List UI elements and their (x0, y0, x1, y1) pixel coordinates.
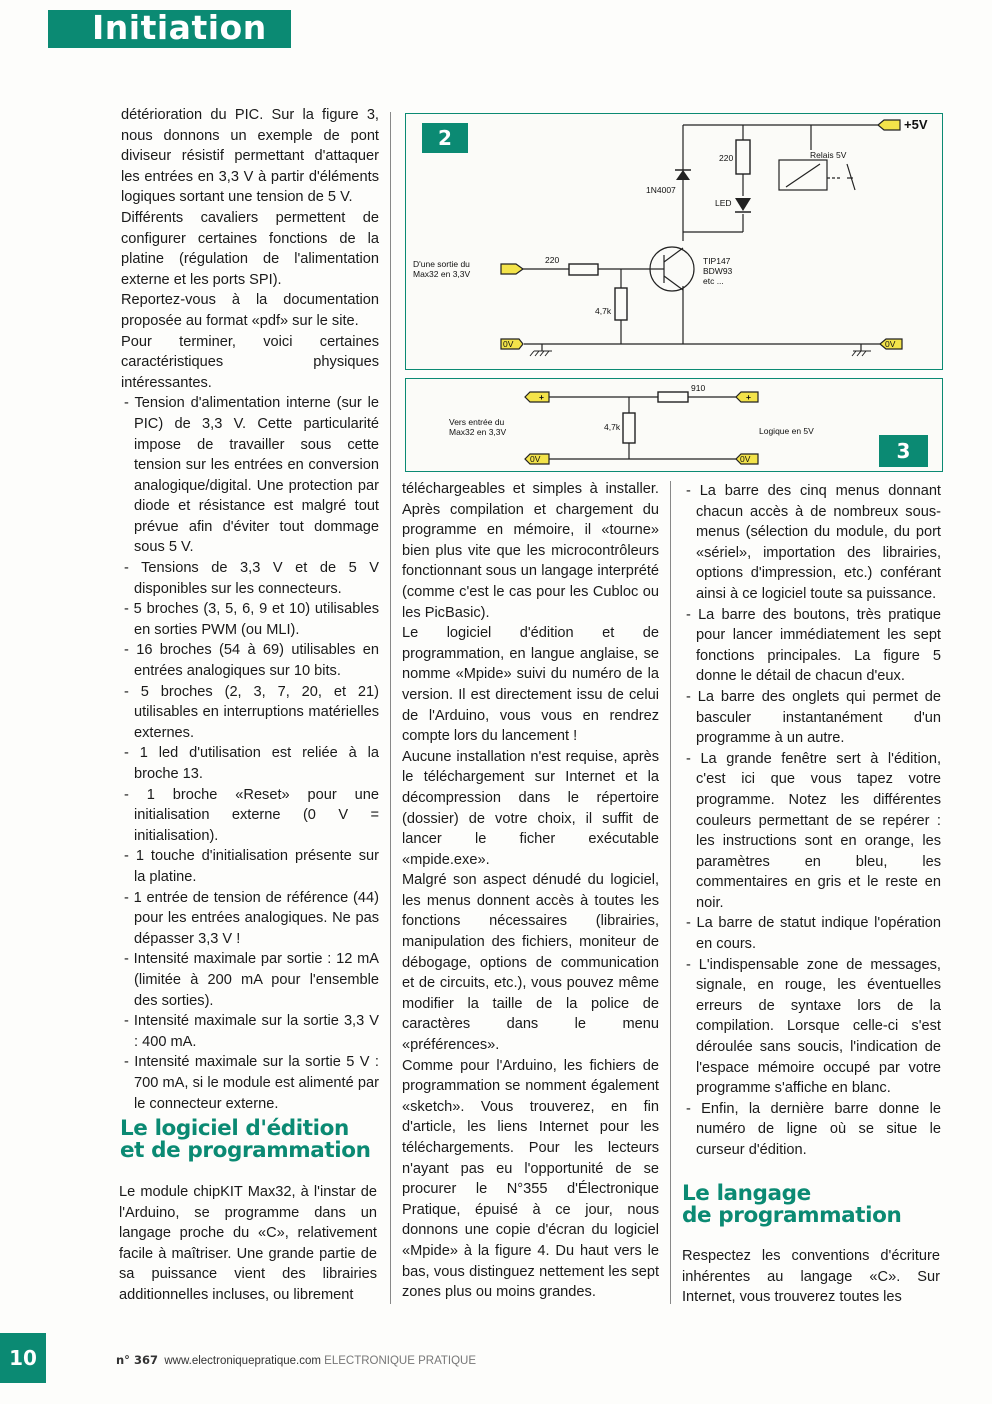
page-number: 10 (0, 1333, 46, 1383)
list-item: - L'indispensable zone de messages, signale, en rouge, les éventuelles erreurs de syntaxe lors de la compilation. Lorsque celle-ci s'est déroulée sans soucis, l'indication de l'espace mémoire occupé par votre programme s'affiche en blanc. (686, 956, 941, 1097)
column-3-bottom (682, 1246, 940, 1308)
column-2 (402, 479, 659, 1303)
list-item: - Tension d'alimentation interne (sur le PIC) de 3,3 V. Cette particularité impose de travailler sous cette tension sur les entrées en conversion analogique/digital. Une protection par diode et résistance est malgré tout prévue afin d'éviter tout dommage sous 5 V. (124, 395, 379, 556)
relay-label: Relais 5V (810, 150, 847, 160)
list-item: - La grande fenêtre sert à l'édition, c'est ici que vous tapez votre programme. Notez les différentes couleurs permettant de se repérer : les instructions sont en orange, les paramètres en bleu, les commentaires en gris et le reste en noir. (686, 750, 941, 911)
transistor-label: TIP147 BDW93 etc ... (703, 256, 733, 286)
list-item: - La barre des cinq menus donnant chacun accès à de nombreux sous-menus (sélection du module, du port «sériel», importation des librairies, options d'impression, etc.) conférant ainsi à ce logiciel toute sa puissance. (686, 483, 941, 602)
paragraph: Reportez-vous à la documentation proposée au format «pdf» sur le site. (121, 292, 379, 329)
ground-label: 0V (503, 339, 514, 349)
resistor-label: 4,7k (595, 306, 612, 316)
resistor-label: 220 (545, 255, 560, 265)
ground-label: 0V (740, 454, 751, 464)
column-divider (390, 112, 391, 1304)
resistor-label: 4,7k (604, 422, 621, 432)
list-item: - Enfin, la dernière barre donne le numéro de ligne où se situe le curseur d'édition. (686, 1100, 941, 1158)
website-link[interactable]: www.electroniquepratique.com (164, 1355, 321, 1367)
list-item: - 5 broches (3, 5, 6, 9 et 10) utilisables en sorties PWM (ou MLI). (124, 601, 379, 638)
ground-label: 0V (885, 339, 896, 349)
list-item: - Intensité maximale sur la sortie 5 V : 700 mA, si le module est alimenté par le connecteur externe. (124, 1054, 379, 1112)
supply-label: +5V (904, 117, 928, 132)
paragraph: Respectez les conventions d'écriture inhérentes au langage «C». Sur Internet, vous trouverez toutes les (682, 1248, 940, 1306)
paragraph: téléchargeables et simples à installer. Après compilation et chargement du programme en mémoire, il «tourne» bien plus vite que les microcontrôleurs fonctionnant sous un langage interprété (comme c'est le cas pour les Cubloc ou les PicBasic). (402, 481, 659, 621)
section-heading: Le logiciel d'édition et de programmation (120, 1116, 371, 1163)
list-item: - 1 touche d'initialisation présente sur la platine. (124, 848, 379, 885)
list-item: - Intensité maximale sur la sortie 3,3 V : 400 mA. (124, 1013, 379, 1050)
diode-label: 1N4007 (646, 185, 676, 195)
section-heading: Le langage de programmation (682, 1181, 902, 1228)
paragraph: Aucune installation n'est requise, après le téléchargement sur Internet et la décompression dans le répertoire (dossier) de votre choix, il suffit de lancer le ficher exécutable «mpide.exe». (402, 748, 659, 868)
schematic-drawing (406, 114, 942, 369)
ground-label: 0V (530, 454, 541, 464)
input-label: Logique en 5V (759, 426, 814, 436)
figure-2-schematic (405, 113, 943, 370)
paragraph: Comme pour l'Arduino, les fichiers de programmation se nomment également «sketch». Vous trouverez, en fin d'article, les liens Internet pour les téléchargements. Pour les lecteurs n'ayant pas eu l'opportunité de se procurer le N°355 d'Électronique Pratique, épuisé à ce jour, nous donnons une copie d'écran du logiciel «Mpide» à la figure 4. Du haut vers le bas, vous distinguez nettement les sept zones plus ou moins grandes. (402, 1057, 659, 1301)
resistor-label: 220 (719, 153, 734, 163)
magazine-name: ELECTRONIQUE PRATIQUE (324, 1355, 477, 1367)
column-1-bottom (119, 1182, 377, 1306)
figure-number-badge: 2 (422, 123, 468, 153)
paragraph: Le logiciel d'édition et de programmation, en langue anglaise, se nomme «Mpide» suivi du numéro de la version. Il est directement issu de celui de l'Arduino, vous vous en rendrez compte lors du lancement ! (402, 625, 659, 745)
resistor-label: 910 (691, 383, 706, 393)
list-item: - La barre des onglets qui permet de basculer instantanément d'un programme à un autre. (686, 688, 941, 747)
led-label: LED (715, 198, 732, 208)
paragraph: détérioration du PIC. Sur la figure 3, nous donnons un exemple de pont diviseur résistif permettant d'attaquer les entrées en 3,3 V à partir d'éléments logiques sortant une tension de 5 V. (121, 107, 379, 206)
paragraph: Le module chipKIT Max32, à l'instar de l'Arduino, se programme dans un langage proche du «C», relativement facile à maîtriser. Une grande partie de sa puissance vient des librairies additionnelles incluses, ou librement (119, 1184, 377, 1303)
list-item: - 1 broche «Reset» pour une initialisation externe (0 V = initialisation). (124, 786, 379, 844)
section-title: Initiation (92, 8, 267, 47)
figure-3-schematic (405, 378, 943, 472)
issue-number: n° 367 (116, 1353, 158, 1367)
column-1 (121, 105, 379, 1114)
list-item: - La barre de statut indique l'opération en cours. (686, 915, 941, 953)
list-item: - 16 broches (54 à 69) utilisables en entrées analogiques sur 10 bits. (124, 642, 379, 680)
input-label: D'une sortie du Max32 en 3,3V (413, 259, 471, 279)
list-item: - Tensions de 3,3 V et de 5 V disponibles sur les connecteurs. (124, 560, 379, 597)
list-item: - Intensité maximale par sortie : 12 mA (limitée à 200 mA pour l'ensemble des sorties). (124, 951, 379, 1009)
figure-number-badge: 3 (879, 435, 928, 467)
plus-label: + (746, 392, 751, 402)
list-item: - La barre des boutons, très pratique pour lancer immédiatement les sept fonctions principales. La figure 5 donne le détail de chacun d'eux. (686, 606, 941, 685)
paragraph: Malgré son aspect dénudé du logiciel, les menus donnent accès à toutes les fonctions nécessaires (librairies, manipulation des fichiers, moniteur de débogage, options de communication et de circuits, etc.), vous pouvez même modifier la taille de la police de caractères dans le menu «préférences». (402, 872, 659, 1054)
column-divider (670, 481, 671, 1304)
plus-label: + (539, 392, 544, 402)
list-item: - 5 broches (2, 3, 7, 20, et 21) utilisables en interruptions matérielles externes. (124, 683, 379, 741)
column-3 (683, 481, 941, 1161)
paragraph: Différents cavaliers permettent de configurer certaines fonctions de la platine (régulation de l'alimentation externe et les ports SPI). (121, 209, 379, 288)
paragraph: Pour terminer, voici certaines caractéristiques physiques intéressantes. (121, 333, 379, 391)
page-footer (116, 1353, 476, 1367)
output-label: Vers entrée du Max32 en 3,3V (449, 417, 507, 437)
list-item: - 1 entrée de tension de référence (44) pour les entrées analogiques. Ne pas dépasser 3,3 V ! (124, 889, 379, 947)
list-item: - 1 led d'utilisation est reliée à la broche 13. (124, 745, 379, 782)
